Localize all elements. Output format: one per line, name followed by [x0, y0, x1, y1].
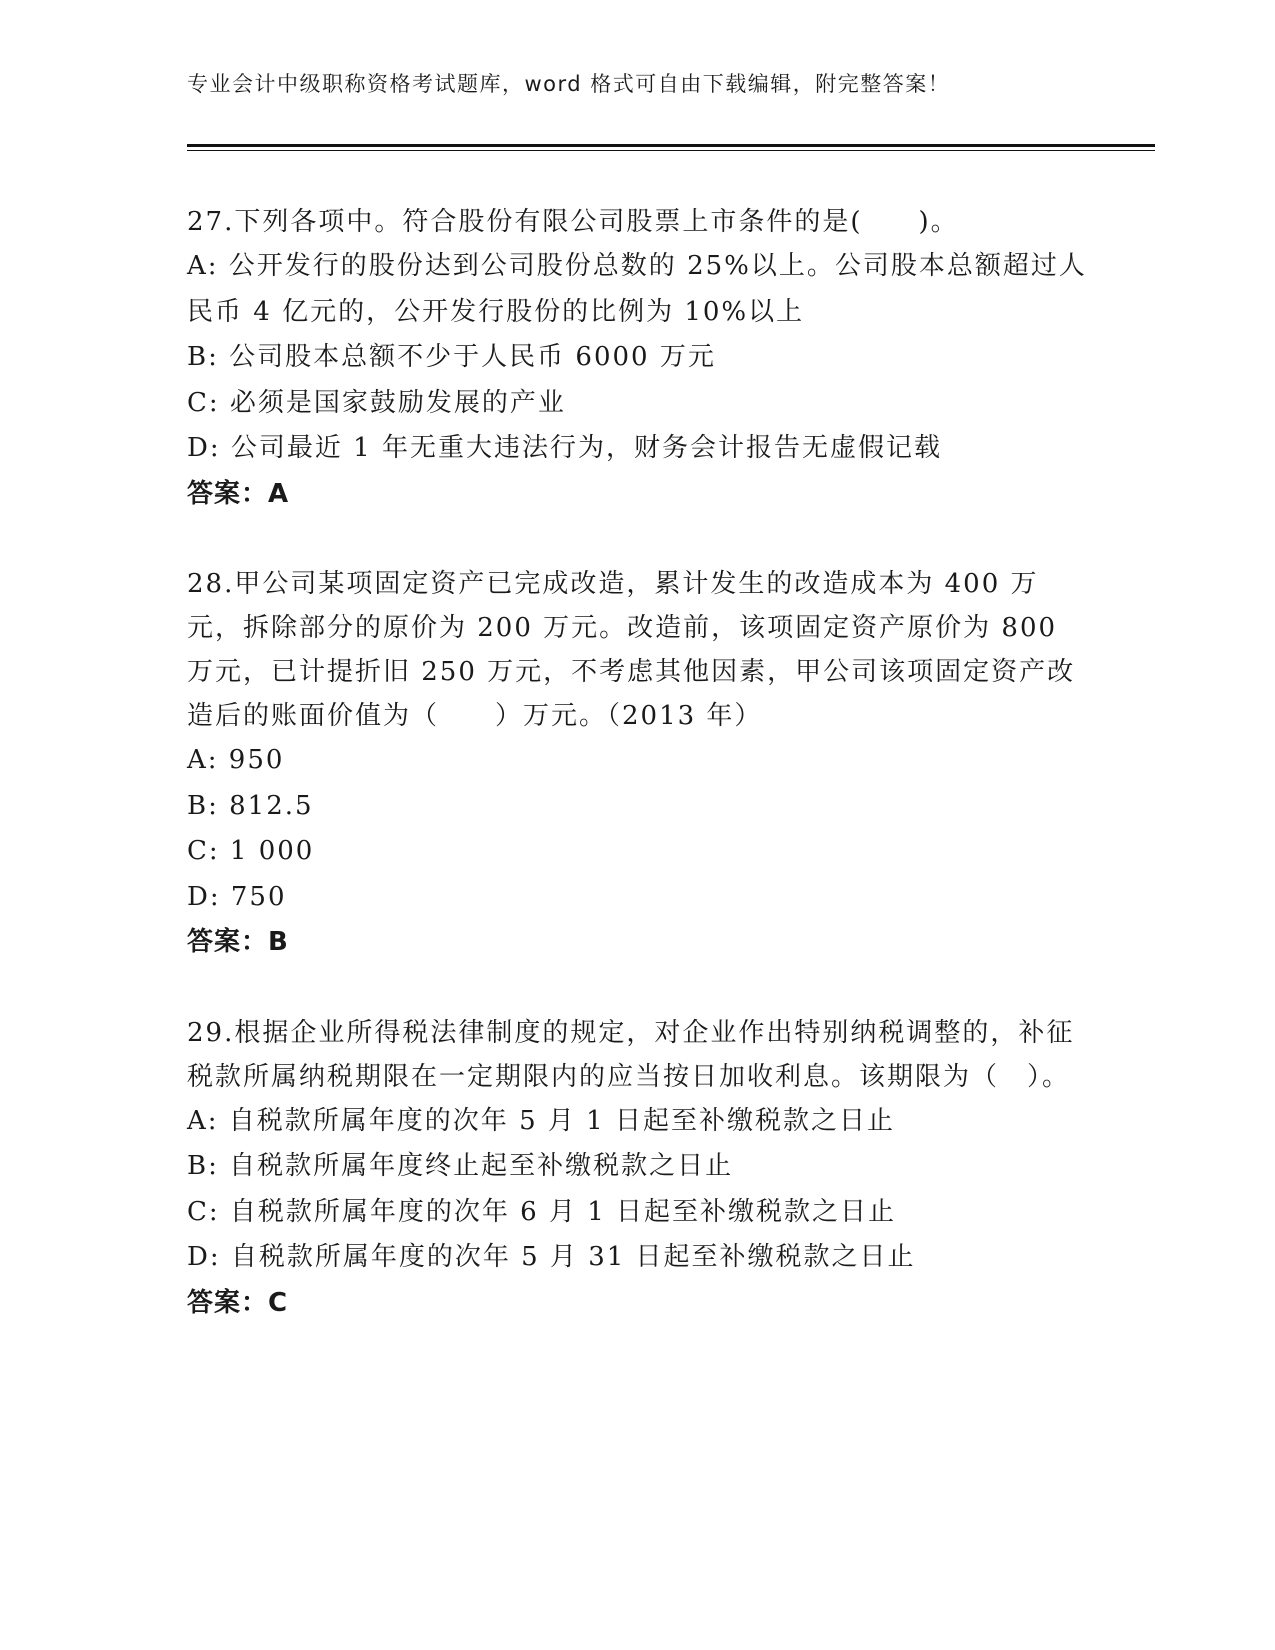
option-a: A: 公开发行的股份达到公司股份总数的 25%以上。公司股本总额超过人民币 4 亿元的，公开发行股份的比例为 10%以上: [187, 251, 1087, 327]
question-stem: 27.下列各项中。符合股份有限公司股票上市条件的是( )。: [187, 207, 959, 237]
option-c: C: 必须是国家鼓励发展的产业: [187, 387, 566, 418]
answer-line: 答案：B: [187, 927, 289, 957]
option-d: D: 公司最近 1 年无重大违法行为，财务会计报告无虚假记载: [187, 433, 942, 463]
header-rule-thin: [187, 150, 1155, 151]
question-29: [187, 1011, 1087, 1327]
option-b: B: 812.5: [187, 790, 314, 821]
question-28: [187, 562, 1087, 966]
option-c: C: 自税款所属年度的次年 6 月 1 日起至补缴税款之日止: [187, 1196, 897, 1227]
option-a: A: 自税款所属年度的次年 5 月 1 日起至补缴税款之日止: [187, 1105, 895, 1136]
question-list: [187, 200, 1087, 1371]
answer-line: 答案：C: [187, 1287, 289, 1318]
page-header: 专业会计中级职称资格考试题库，word 格式可自由下载编辑，附完整答案！: [187, 72, 951, 96]
header-rule-thick: [187, 144, 1155, 147]
answer-line: 答案：A: [187, 478, 290, 509]
option-b: B: 自税款所属年度终止起至补缴税款之日止: [187, 1151, 734, 1181]
option-b: B: 公司股本总额不少于人民币 6000 万元: [187, 342, 716, 372]
option-d: D: 自税款所属年度的次年 5 月 31 日起至补缴税款之日止: [187, 1242, 916, 1272]
question-stem: 28.甲公司某项固定资产已完成改造，累计发生的改造成本为 400 万元，拆除部分的原价为 200 万元。改造前，该项固定资产原价为 800 万元，已计提折旧 250 万元，不考虑其他因素，甲公司该项固定资产改造后的账面价值为（ ）万元。（2013 年）: [187, 569, 1076, 731]
question-27: [187, 200, 1087, 517]
option-d: D: 750: [187, 881, 287, 912]
option-c: C: 1 000: [187, 836, 315, 866]
question-stem: 29.根据企业所得税法律制度的规定，对企业作出特别纳税调整的，补征税款所属纳税期限在一定期限内的应当按日加收利息。该期限为（ ）。: [187, 1017, 1075, 1092]
option-a: A: 950: [187, 745, 285, 775]
